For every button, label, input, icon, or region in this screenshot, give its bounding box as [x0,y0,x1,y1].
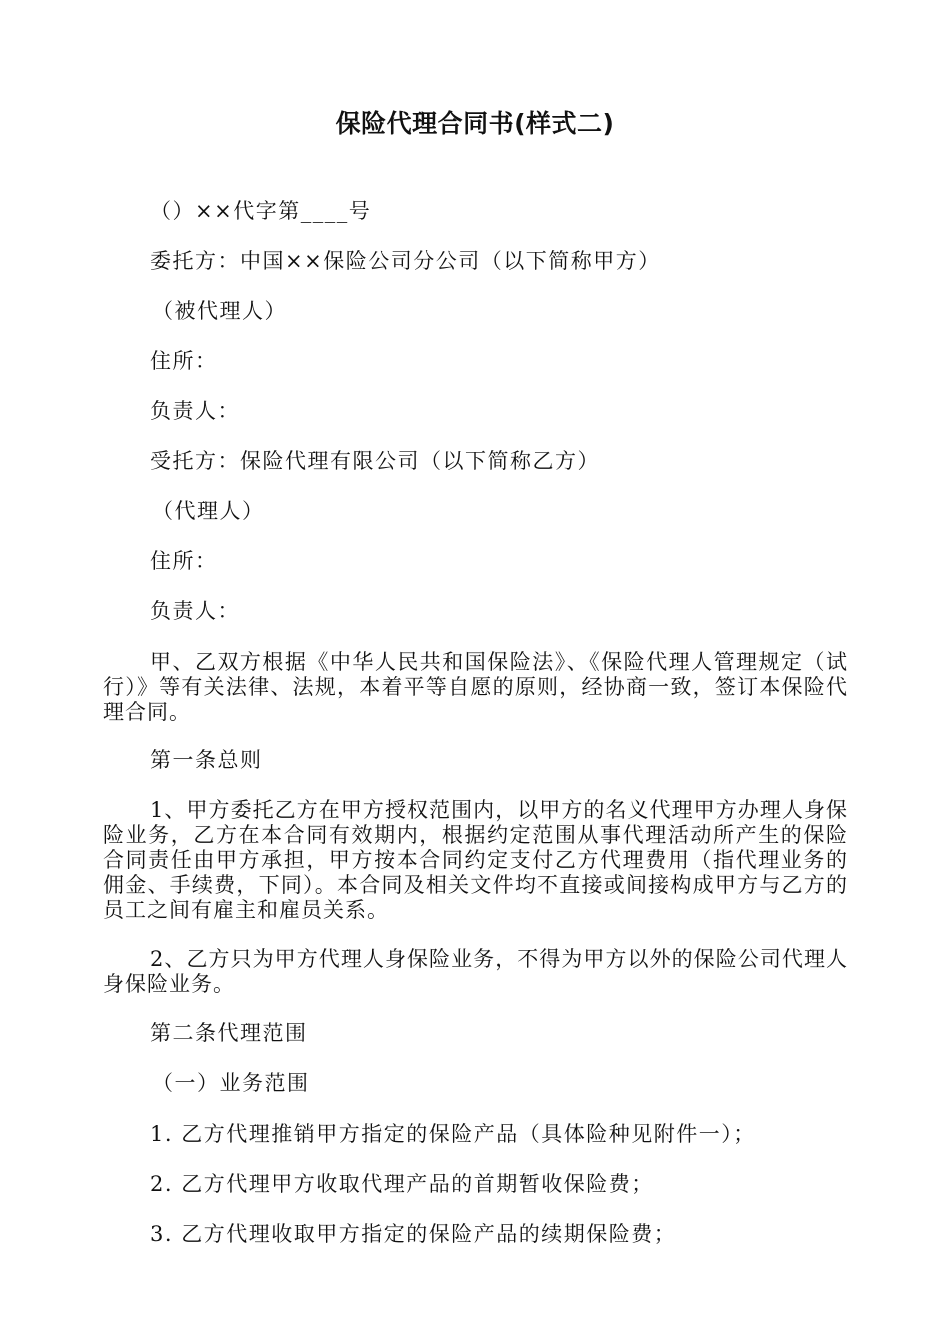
list-item-3: 3. 乙方代理收取甲方指定的保险产品的续期保险费； [150,1222,677,1246]
list-item-2: 2. 乙方代理甲方收取代理产品的首期暂收保险费； [150,1172,654,1196]
principal-role: （被代理人） [152,299,287,323]
principal-head: 负责人： [150,399,240,423]
agent-address: 住所： [150,549,218,573]
preamble-paragraph: 甲、乙双方根据《中华人民共和国保险法》、《保险代理人管理规定（试行）》等有关法律、法规，本着平等自愿的原则，经协商一致，签订本保险代理合同。 [103,650,848,724]
article1-heading: 第一条总则 [150,748,263,772]
document-title: 保险代理合同书(样式二) [335,109,615,138]
article2-heading: 第二条代理范围 [150,1021,308,1045]
agent-head: 负责人： [150,599,240,623]
agent-line: 受托方：保险代理有限公司（以下简称乙方） [150,449,600,473]
section1-heading: （一）业务范围 [152,1071,310,1095]
list-item-1: 1. 乙方代理推销甲方指定的保险产品（具体险种见附件一）； [150,1122,756,1146]
agent-role: （代理人） [152,499,265,523]
article1-clause2: 2、乙方只为甲方代理人身保险业务，不得为甲方以外的保险公司代理人身保险业务。 [103,947,848,996]
reference-number: （）××代字第____号 [150,199,372,223]
principal-line: 委托方：中国××保险公司分公司（以下简称甲方） [150,249,661,273]
article1-clause1: 1、甲方委托乙方在甲方授权范围内，以甲方的名义代理甲方办理人身保险业务，乙方在本合同有效期内，根据约定范围从事代理活动所产生的保险合同责任由甲方承担，甲方按本合同约定支付乙方代理费用（指代理业务的佣金、手续费，下同）。本合同及相关文件均不直接或间接构成甲方与乙方的员工之间有雇主和雇员关系。 [103,798,848,922]
principal-address: 住所： [150,349,218,373]
